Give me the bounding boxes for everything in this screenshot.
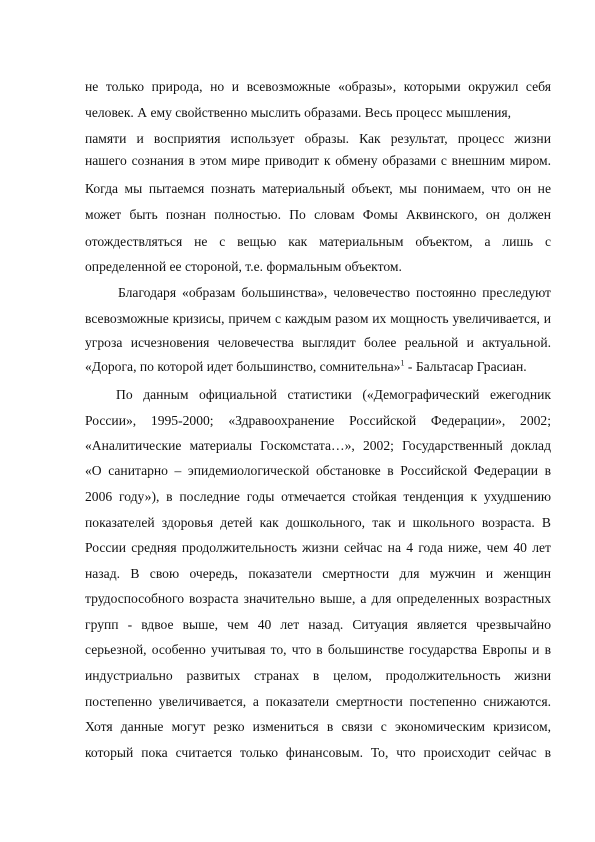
paragraph-first-line: По данным официальной статистики («Демографический ежегодник [116,387,551,402]
text-line: всевозможные кризисы, причем с каждым разом их мощность увеличивается, и [85,311,551,326]
text-line: который пока считается только финансовым. То, что происходит сейчас в [85,745,551,760]
text-line: «Аналитические материалы Госкомстата…», 2002; Государственный доклад [85,438,551,453]
text-line: России средняя продолжительность жизни сейчас на 4 года ниже, чем 40 лет [85,540,551,555]
text-line: серьезной, особенно учитывая то, что в большинстве государства Европы и в [85,642,551,657]
footnote-marker: 1 [400,358,405,368]
text-line: России», 1995-2000; «Здравоохранение Российской Федерации», 2002; [85,413,551,428]
text-line: «О санитарно – эпидемиологической обстановке в Российской Федерации в [85,463,551,478]
text-line: Хотя данные могут резко измениться в связи с экономическим кризисом, [85,719,551,734]
text-line: отождествляться не с вещью как материальным объектом, а лишь с [85,234,551,249]
text-line: человек. А ему свойственно мыслить образами. Весь процесс мышления, [85,105,512,120]
text-line: показателей здоровья детей как дошкольного, так и школьного возраста. В [85,515,551,530]
quote-attribution: - Бальтасар Грасиан. [407,359,527,374]
text-line: памяти и восприятия использует образы. Как результат, процесс жизни [85,131,551,146]
quote-line [85,357,551,377]
text-line: индустриально развитых странах в целом, продолжительность жизни [85,668,551,683]
text-line: 2006 году»), в последние годы отмечается стойкая тенденция к ухудшению [85,489,551,504]
text-line: трудоспособного возраста значительно выше, а для определенных возрастных [85,591,551,606]
text-line: Когда мы пытаемся познать материальный объект, мы понимаем, что он не [85,181,551,196]
text-line: нашего сознания в этом мире приводит к обмену образами с внешним миром. [85,153,551,168]
text-line: может быть познан полностью. По словам Фомы Аквинского, он должен [85,207,551,222]
quote-text: «Дорога, по которой идет большинство, сомнительна» [85,359,401,374]
text-line: не только природа, но и всевозможные «образы», которыми окружил себя [85,79,551,94]
text-line: постепенно увеличивается, а показатели смертности постепенно снижаются. [85,694,551,709]
text-line: назад. В свою очередь, показатели смертности для мужчин и женщин [85,566,551,581]
text-line: угроза исчезновения человечества выглядит более реальной и актуальной. [85,335,551,350]
paragraph-first-line: Благодаря «образам большинства», человечество постоянно преследуют [118,285,551,300]
text-line: групп - вдвое выше, чем 40 лет назад. Ситуация является чрезвычайно [85,617,551,632]
text-line: определенной ее стороной, т.е. формальным объектом. [85,259,402,274]
